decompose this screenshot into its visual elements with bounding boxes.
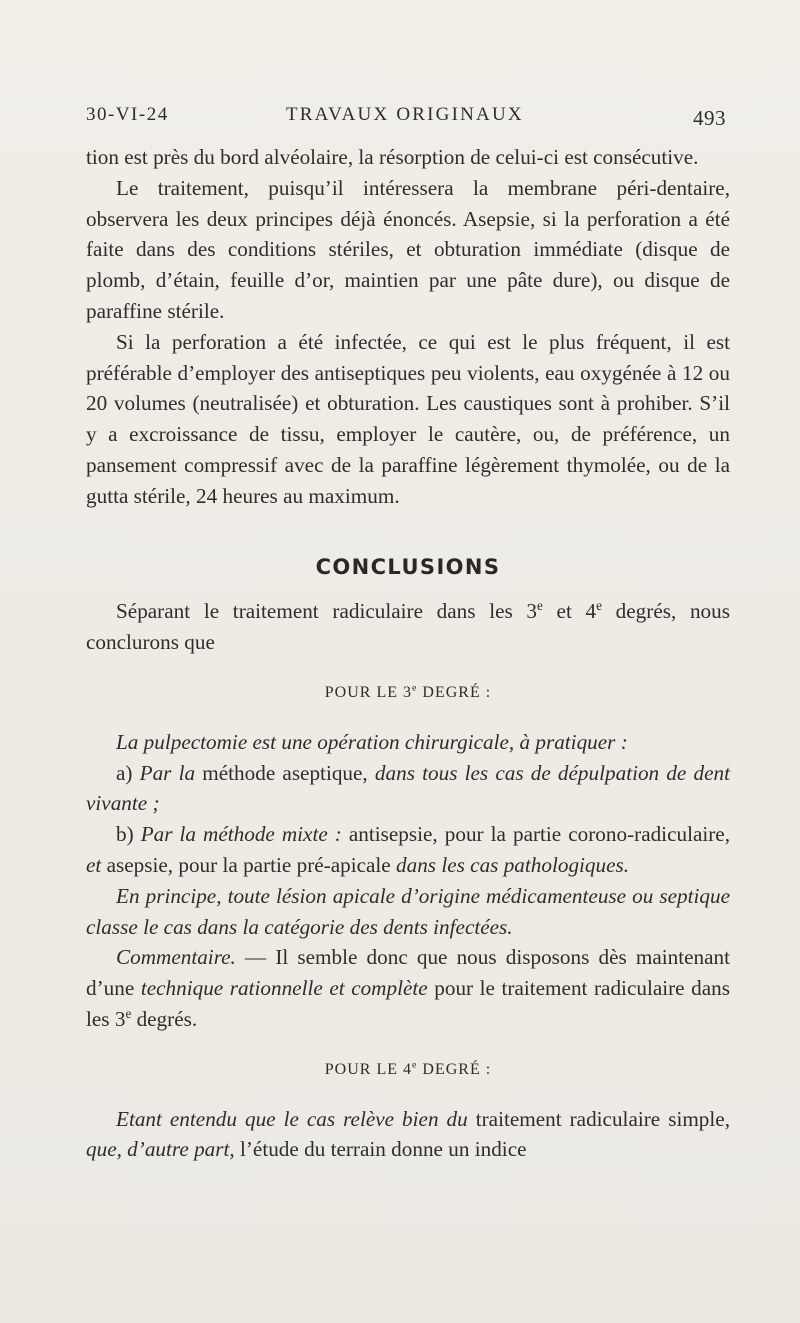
subheading-3-text-b: DEGRÉ :: [417, 683, 492, 701]
item-a-text: méthode aseptique,: [195, 760, 375, 785]
intro-text-a: Séparant le traitement radiculaire dans les 3: [116, 599, 538, 624]
item-a-label: a): [116, 760, 140, 785]
degree3-item-a: [86, 758, 730, 820]
comment-text-2: pour le traitement radiculaire dans les 3: [86, 976, 730, 1031]
paragraph-3: Si la perforation a été infectée, ce qui est le plus fréquent, il est préférable d’employer des antiseptiques peu violents, eau oxygénée à 12 ou 20 volumes (neutralisée) et obturation. Les caustiques sont à prohiber. S’il y a excroissance de tissu, employer le cautère, ou, de préférence, un pansement compressif avec de la paraffine légèrement thymolée, ou de la gutta stérile, 24 heures au maximum.: [86, 329, 730, 508]
header-date: 30-VI-24: [86, 104, 169, 125]
conclusions-intro: [86, 596, 730, 658]
header-title: TRAVAUX ORIGINAUX: [286, 104, 524, 125]
section-title-conclusions: CONCLUSIONS: [315, 554, 501, 579]
item-b-label: b): [116, 822, 141, 847]
intro-text-b: et 4: [542, 599, 597, 624]
subheading-degree-4: [86, 1055, 730, 1086]
degree4-text-1: traitement radiculaire simple,: [467, 1106, 730, 1131]
intro-sup-1: e: [537, 598, 543, 614]
item-b-text-2: asepsie, pour la partie pré-apicale: [101, 852, 397, 877]
subheading-3-sup: e: [412, 682, 418, 694]
degree4-text-2: l’étude du terrain donne un indice: [234, 1137, 527, 1162]
item-a-italic-1: Par la: [139, 760, 196, 785]
degree4-italic-2: que, d’autre part,: [86, 1137, 235, 1162]
item-b-italic-1: Par la méthode mixte :: [140, 822, 342, 847]
subheading-4-text-a: POUR LE 4: [324, 1060, 413, 1078]
degree3-comment: [86, 942, 730, 1034]
page-number: 493: [693, 106, 726, 130]
body-text: [86, 142, 730, 1165]
running-header: [86, 100, 730, 130]
degree3-line-1: La pulpectomie est une opération chirurgicale, à pratiquer :: [116, 729, 628, 754]
degree3-principle: En principe, toute lésion apicale d’origine médicamenteuse ou septique classe le cas dans la catégorie des dents infectées.: [86, 883, 730, 939]
comment-italic-1: Commentaire.: [116, 945, 236, 970]
paragraph-2: Le traitement, puisqu’il intéressera la membrane péri-dentaire, observera les deux principes déjà énoncés. Asepsie, si la perforation a été faite dans des conditions stériles, et obturation immédiate (disque de plomb, d’étain, feuille d’or, maintien par une pâte dure), ou disque de paraffine stérile.: [86, 175, 730, 323]
item-a-italic-2: dans tous les cas de dépulpation de dent vivante ;: [86, 760, 730, 816]
comment-text-1: — Il semble donc que nous disposons dès maintenant d’une: [86, 945, 730, 1001]
subheading-3-text-a: POUR LE 3: [324, 683, 413, 701]
comment-text-3: degrés.: [131, 1006, 198, 1031]
subheading-4-sup: e: [412, 1059, 418, 1071]
comment-sup: e: [125, 1005, 132, 1021]
degree4-italic-1: Etant entendu que le cas relève bien du: [116, 1106, 468, 1131]
subheading-4-text-b: DEGRÉ :: [417, 1060, 492, 1078]
intro-sup-2: e: [596, 598, 602, 614]
paragraph-1: tion est près du bord alvéolaire, la résorption de celui-ci est consécutive.: [86, 145, 699, 169]
degree4-line: [86, 1104, 730, 1166]
item-b-text-1: antisepsie, pour la partie corono-radiculaire,: [341, 822, 731, 847]
intro-text-c: degrés, nous conclurons que: [86, 599, 730, 655]
comment-italic-2: technique rationnelle et complète: [140, 976, 428, 1001]
degree3-item-b: [86, 819, 730, 881]
item-b-italic-3: dans les cas pathologiques.: [396, 852, 630, 877]
item-b-italic-2: et: [86, 852, 102, 877]
subheading-degree-3: [86, 678, 730, 709]
